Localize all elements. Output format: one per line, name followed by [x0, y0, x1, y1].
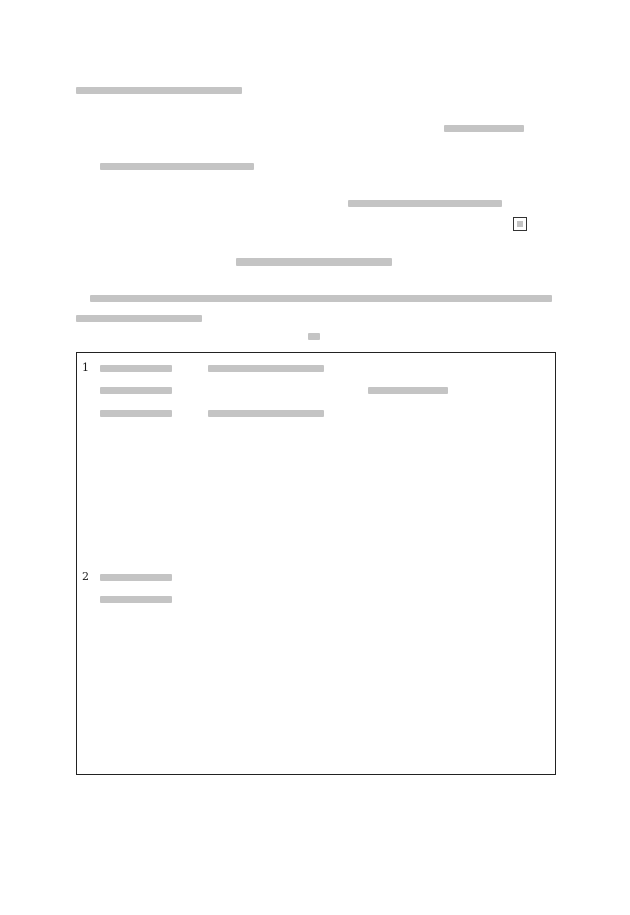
intro-paragraph-line-2: [76, 315, 202, 322]
section-1-number: 1: [82, 361, 89, 374]
record-heading: [308, 333, 320, 340]
addressee-line: [100, 163, 254, 170]
seal-mark: [517, 221, 523, 227]
school-name-line: [348, 200, 502, 207]
section-1-label-line-2: [100, 387, 172, 394]
leave-from-date-line: [208, 365, 324, 372]
date-line: [444, 125, 524, 132]
section-2-label-line-2: [100, 596, 172, 603]
document-title: [236, 258, 392, 266]
leave-to-date-line: [208, 410, 324, 417]
section-2-label-line-1: [100, 574, 172, 581]
form-number-line: [76, 87, 242, 94]
section-2-number: 2: [82, 570, 89, 583]
section-1-label-line-3: [100, 410, 172, 417]
seal-stamp: [513, 217, 527, 231]
section-1-label-line-1: [100, 365, 172, 372]
intro-paragraph-line-1: [90, 295, 552, 302]
leave-duration-days: [368, 387, 448, 394]
